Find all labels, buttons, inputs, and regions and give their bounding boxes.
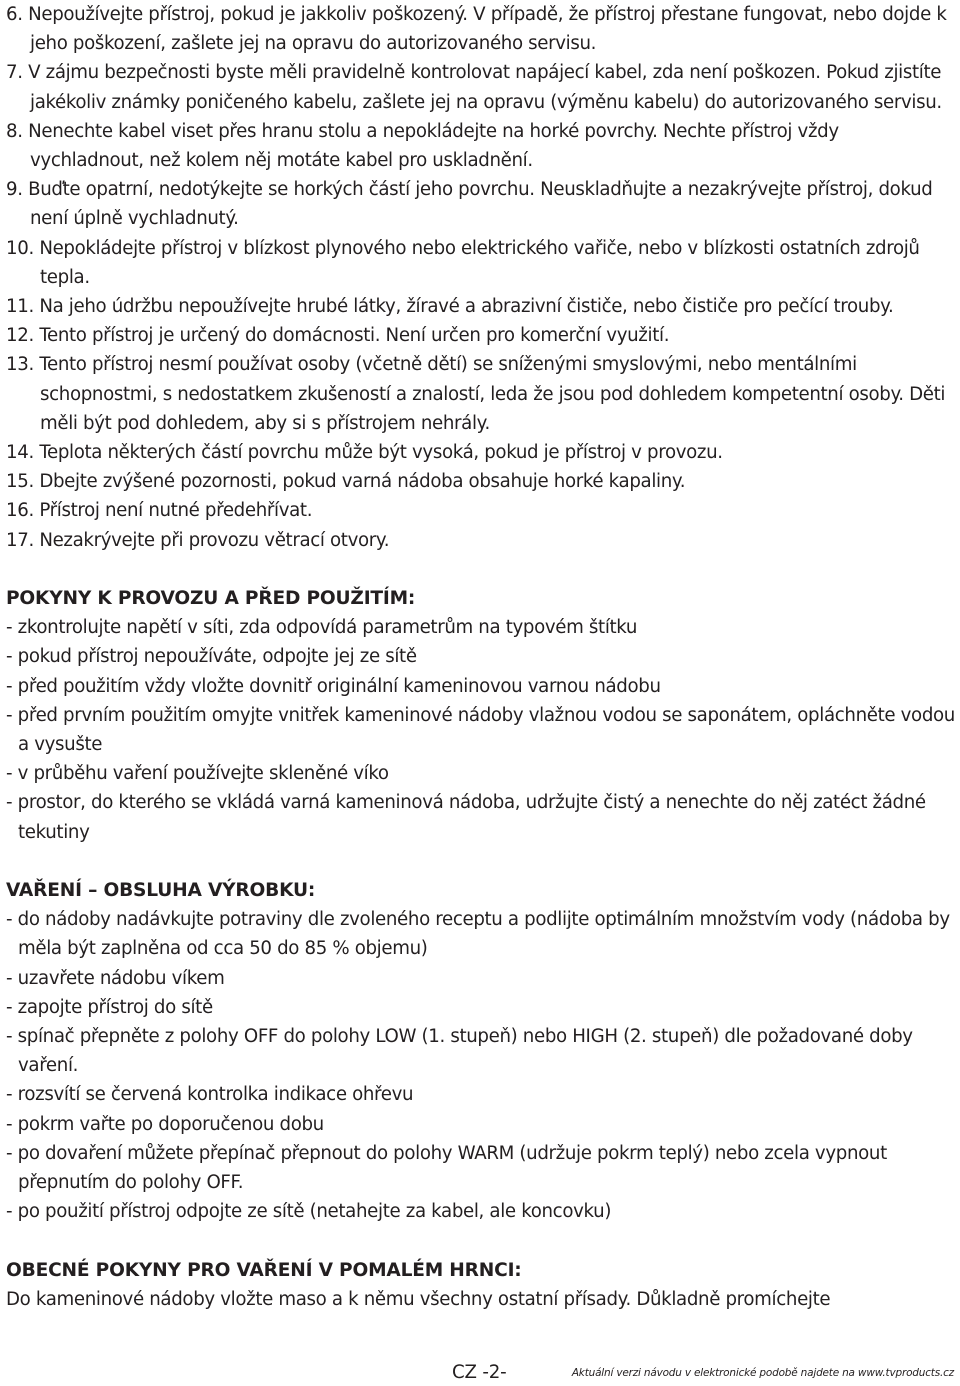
item-text: Tento přístroj nesmí používat osoby (včetně dětí) se sníženými smyslovými, nebo mentálními schopnostmi, s nedostatkem zkušeností a znalostí, leda že jsou pod dohledem kompetentní osoby. Děti měli být pod dohledem, aby si s přístrojem nehrály.	[39, 354, 946, 434]
item-number: 9.	[6, 179, 23, 201]
item-number: 12.	[6, 325, 34, 347]
item-text: Nezakrývejte při provozu větrací otvory.	[39, 529, 390, 551]
item-number: 7.	[6, 62, 23, 84]
item-text: Dbejte zvýšené pozornosti, pokud varná nádoba obsahuje horké kapaliny.	[39, 471, 686, 493]
list-item	[6, 350, 956, 438]
list-item: - před prvním použitím omyjte vnitřek kameninové nádoby vlažnou vodou se saponátem, opláchněte vodou a vysušte	[6, 704, 955, 756]
item-text: V zájmu bezpečnosti byste měli pravidelně kontrolovat napájecí kabel, zda není poškozen. Pokud zjistíte jakékoliv známky poničeného kabelu, zašlete jej na opravu (výměnu kabelu) do autorizovaného servisu.	[28, 62, 942, 113]
cooking-heading: VAŘENÍ – OBSLUHA VÝROBKU:	[6, 880, 316, 902]
list-item: - před použitím vždy vložte dovnitř originální kameninovou varnou nádobu	[6, 675, 661, 697]
list-item	[6, 438, 956, 467]
list-item: - po dovaření můžete přepínač přepnout do polohy WARM (udržuje pokrm teplý) nebo zcela vypnout přepnutím do polohy OFF.	[6, 1142, 887, 1194]
list-item: - zapojte přístroj do sítě	[6, 996, 213, 1018]
list-item: - uzavřete nádobu víkem	[6, 967, 225, 989]
item-text: Na jeho údržbu nepoužívejte hrubé látky, žíravé a abrazivní čističe, nebo čističe pro pečící trouby.	[39, 296, 894, 318]
item-number: 6.	[6, 4, 23, 25]
item-number: 13.	[6, 354, 34, 376]
item-number: 8.	[6, 120, 23, 142]
item-text: Přístroj není nutné předehřívat.	[39, 500, 313, 522]
list-item: - pokrm vařte po doporučenou dobu	[6, 1113, 324, 1135]
list-item: - v průběhu vaření používejte skleněné víko	[6, 763, 389, 785]
item-number: 15.	[6, 471, 34, 493]
section-spacer	[6, 847, 956, 876]
section-spacer	[6, 1227, 956, 1256]
list-item: - do nádoby nadávkujte potraviny dle zvoleného receptu a podlijte optimálním množstvím vody (nádoba by měla být zaplněna od cca 50 do 85 % objemu)	[6, 909, 950, 960]
list-item	[6, 321, 956, 350]
item-number: 16.	[6, 500, 34, 522]
list-item	[6, 526, 956, 555]
list-item	[6, 58, 956, 116]
list-item	[6, 0, 956, 58]
list-item: - zkontrolujte napětí v síti, zda odpovídá parametrům na typovém štítku	[6, 617, 638, 639]
list-item: - rozsvítí se červená kontrolka indikace ohřevu	[6, 1084, 414, 1106]
item-number: 11.	[6, 296, 34, 318]
section-spacer	[6, 555, 956, 584]
cooking-section	[6, 876, 956, 1226]
list-item	[6, 234, 956, 292]
list-item	[6, 496, 956, 525]
footer-note: Aktuální verzi návodu v elektronické podobě najdete na www.tvproducts.cz	[571, 1367, 954, 1379]
item-number: 10.	[6, 237, 34, 259]
list-item	[6, 117, 956, 175]
general-heading: OBECNÉ POKYNY PRO VAŘENÍ V POMALÉM HRNCI:	[6, 1259, 522, 1281]
item-text: Nepoužívejte přístroj, pokud je jakkoliv poškozený. V případě, že přístroj přestane fungovat, nebo dojde k jeho poškození, zašlete jej na opravu do autorizovaného servisu.	[28, 4, 947, 55]
list-item: - pokud přístroj nepoužíváte, odpojte jej ze sítě	[6, 646, 417, 668]
list-item: - prostor, do kterého se vkládá varná kameninová nádoba, udržujte čistý a nenechte do něj zatéct žádné tekutiny	[6, 792, 926, 843]
item-number: 17.	[6, 529, 34, 551]
manual-page	[6, 0, 956, 1314]
list-item: - spínač přepněte z polohy OFF do polohy LOW (1. stupeň) nebo HIGH (2. stupeň) dle požadované doby vaření.	[6, 1026, 913, 1077]
general-paragraph: Do kameninové nádoby vložte maso a k němu všechny ostatní přísady. Důkladně promíchejte	[6, 1288, 831, 1310]
item-number: 14.	[6, 442, 34, 464]
general-section	[6, 1256, 956, 1314]
list-item: - po použití přístroj odpojte ze sítě (netahejte za kabel, ale koncovku)	[6, 1201, 612, 1223]
item-text: Teplota některých částí povrchu může být vysoká, pokud je přístroj v provozu.	[39, 442, 723, 464]
safety-instructions-list	[6, 0, 956, 555]
page-number: CZ -2-	[452, 1362, 507, 1383]
item-text: Nenechte kabel viset přes hranu stolu a nepokládejte na horké povrchy. Nechte přístroj vždy vychladnout, než kolem něj motáte kabel pro uskladnění.	[28, 120, 839, 172]
item-text: Tento přístroj je určený do domácnosti. Není určen pro komerční využití.	[39, 325, 670, 347]
list-item	[6, 175, 956, 233]
item-text: Buďte opatrní, nedotýkejte se horkých částí jeho povrchu. Neuskladňujte a nezakrývejte přístroj, dokud není úplně vychladnutý.	[28, 179, 933, 230]
list-item	[6, 467, 956, 496]
list-item	[6, 292, 956, 321]
item-text: Nepokládejte přístroj v blízkost plynového nebo elektrického vařiče, nebo v blízkosti ostatních zdrojů tepla.	[39, 237, 920, 288]
operation-heading: POKYNY K PROVOZU A PŘED POUŽITÍM:	[6, 588, 416, 610]
operation-section	[6, 584, 956, 847]
page-footer	[0, 1359, 960, 1386]
